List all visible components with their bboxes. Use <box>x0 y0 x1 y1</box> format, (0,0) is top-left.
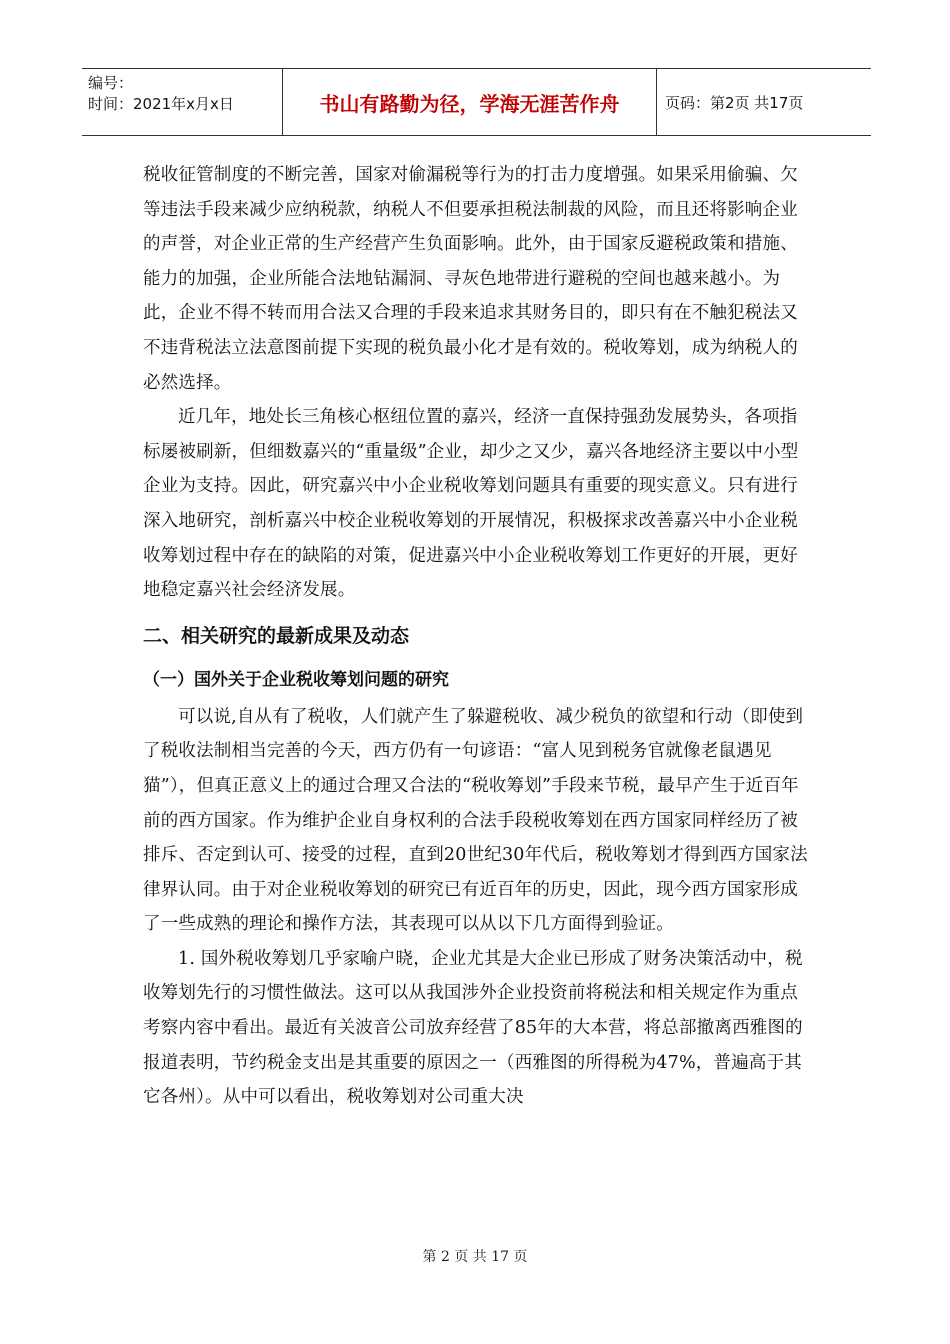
page-footer: 第 2 页 共 17 页 <box>422 1249 528 1265</box>
paragraph-2: 近几年，地处长三角核心枢纽位置的嘉兴，经济一直保持强劲发展势头，各项指标屡被刷新，但细数嘉兴的“重量级”企业，却少之又少，嘉兴各地经济主要以中小型企业为支持。因此，研究嘉兴中小企业税收筹划问题具有重要的现实意义。只有进行深入地研究，剖析嘉兴中校企业税收筹划的开展情况，积极探求改善嘉兴中小企业税收筹划过程中存在的缺陷的对策，促进嘉兴中小企业税收筹划工作更好的开展，更好地稳定嘉兴社会经济发展。 <box>143 407 799 601</box>
document-body <box>143 158 815 1115</box>
header-table <box>82 68 871 136</box>
page-info: 页码：第2页 共17页 <box>665 93 804 112</box>
slogan: 书山有路勤为径，学海无涯苦作舟 <box>282 69 657 135</box>
code-label: 编号： <box>88 74 134 92</box>
paragraph-4: 1. 国外税收筹划几乎家喻户晓，企业尤其是大企业已形成了财务决策活动中，税收筹划先行的习惯性做法。这可以从我国涉外企业投资前将税法和相关规定作为重点考察内容中看出。最近有关波音公司放弃经营了85年的大本营，将总部撤离西雅图的报道表明，节约税金支出是其重要的原因之一（西雅图的所得税为47%，普遍高于其它各州）。从中可以看出，税收筹划对公司重大决 <box>143 948 803 1108</box>
section-2-title: 二、相关研究的最新成果及动态 <box>143 624 410 647</box>
date-label: 时间：2021年x月x日 <box>88 95 234 113</box>
header-left-cell <box>82 69 282 135</box>
subsection-1-title: （一）国外关于企业税收筹划问题的研究 <box>143 669 449 690</box>
paragraph-3: 可以说,自从有了税收，人们就产生了躲避税收、减少税负的欲望和行动（即使到了税收法制相当完善的今天，西方仍有一句谚语：“富人见到税务官就像老鼠遇见猫”），但真正意义上的通过合理又合法的“税收筹划”手段来节税，最早产生于近百年前的西方国家。作为维护企业自身权利的合法手段税收筹划在西方国家同样经历了被排斥、否定到认可、接受的过程，直到20世纪30年代后，税收筹划才得到西方国家法律界认同。由于对企业税收筹划的研究已有近百年的历史，因此，现今西方国家形成了一些成熟的理论和操作方法，其表现可以从以下几方面得到验证。 <box>143 706 808 935</box>
paragraph-1: 税收征管制度的不断完善，国家对偷漏税等行为的打击力度增强。如果采用偷骗、欠等违法手段来减少应纳税款，纳税人不但要承担税法制裁的风险，而且还将影响企业的声誉，对企业正常的生产经营产生负面影响。此外，由于国家反避税政策和措施、能力的加强，企业所能合法地钻漏洞、寻灰色地带进行避税的空间也越来越小。为此，企业不得不转而用合法又合理的手段来追求其财务目的，即只有在不触犯税法又不违背税法立法意图前提下实现的税负最小化才是有效的。税收筹划，成为纳税人的必然选择。 <box>143 165 798 393</box>
